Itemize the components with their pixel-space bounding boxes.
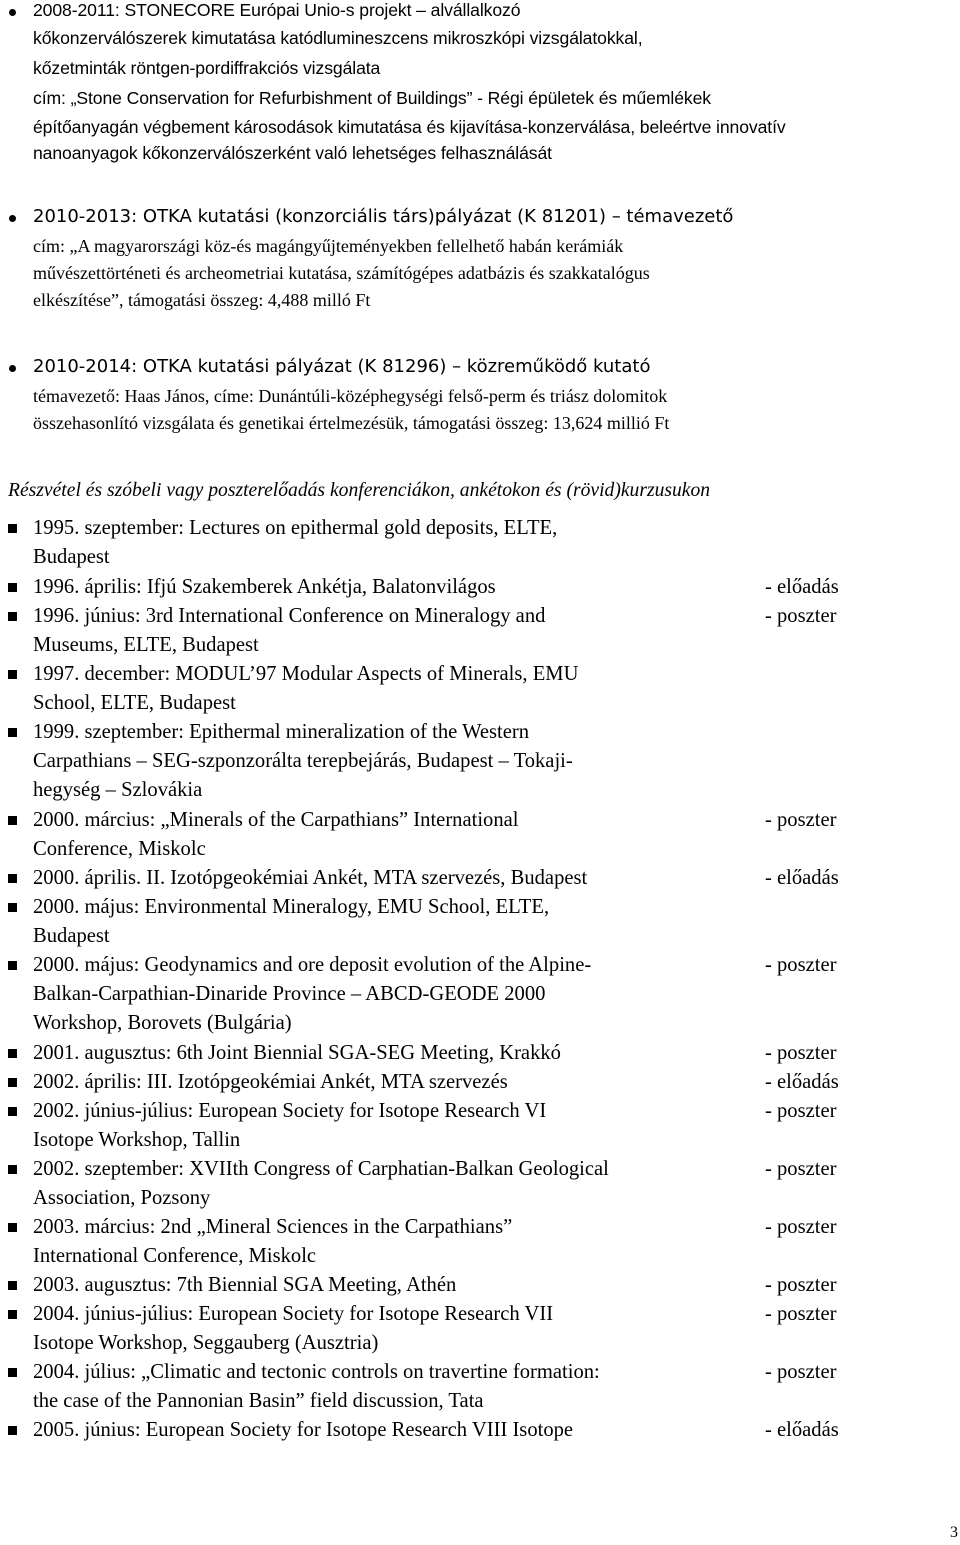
presentation-type: - poszter xyxy=(765,1274,837,1296)
conference-text xyxy=(33,893,741,951)
page-number: 3 xyxy=(950,1524,958,1541)
conference-line: the case of the Pannonian Basin” field discussion, Tata xyxy=(33,1390,484,1412)
project-line: témavezető: Haas János, címe: Dunántúli-középhegységi felső-perm és triász dolomitok xyxy=(33,386,668,406)
presentation-type: - poszter xyxy=(765,1216,837,1238)
conference-line: 2003. augusztus: 7th Biennial SGA Meeting, Athén xyxy=(33,1274,457,1296)
conference-text xyxy=(33,1155,741,1213)
square-bullet-icon xyxy=(8,612,17,621)
presentation-type: - poszter xyxy=(765,1158,837,1180)
conference-line: Carpathians – SEG-szponzorálta terepbejárás, Budapest – Tokaji- xyxy=(33,750,573,772)
square-bullet-icon xyxy=(8,1049,17,1058)
conference-line: 2000. március: „Minerals of the Carpathians” International xyxy=(33,809,519,831)
conference-text xyxy=(33,718,741,805)
conference-line: 2000. április. II. Izotópgeokémiai Ankét, MTA szervezés, Budapest xyxy=(33,867,588,889)
project-line: cím: „A magyarországi köz-és magángyűjteményekben fellelhető habán kerámiák xyxy=(33,236,624,256)
conference-line: 2004. július: „Climatic and tectonic controls on travertine formation: xyxy=(33,1361,600,1383)
conference-line: 1996. június: 3rd International Conference on Mineralogy and xyxy=(33,605,546,627)
conference-line: Museums, ELTE, Budapest xyxy=(33,634,259,656)
project-heading: 2008-2011: STONECORE Európai Unio-s projekt – alvállalkozó xyxy=(33,0,521,20)
conference-line: 1996. április: Ifjú Szakemberek Ankétja, Balatonvilágos xyxy=(33,576,496,598)
square-bullet-icon xyxy=(8,1223,17,1232)
conference-line: 2004. június-július: European Society for Isotope Research VII xyxy=(33,1303,554,1325)
conference-line: 2005. június: European Society for Isotope Research VIII Isotope xyxy=(33,1419,574,1441)
conference-line: 2002. április: III. Izotópgeokémiai Ankét, MTA szervezés xyxy=(33,1071,508,1093)
presentation-type: - poszter xyxy=(765,1042,837,1064)
presentation-type: - poszter xyxy=(765,1361,837,1383)
square-bullet-icon xyxy=(8,670,17,679)
conference-text xyxy=(33,1271,741,1300)
presentation-type: - poszter xyxy=(765,954,837,976)
conference-text xyxy=(33,1039,741,1068)
conference-text xyxy=(33,1097,741,1155)
conference-text xyxy=(33,806,741,864)
project-line: kőkonzerválószerek kimutatása katódlumineszcens mikroszkópi vizsgálatokkal, xyxy=(33,28,643,48)
square-bullet-icon xyxy=(8,1165,17,1174)
conference-text xyxy=(33,514,741,572)
bullet-icon xyxy=(9,215,16,222)
project-line: művészettörténeti és archeometriai kutatása, számítógépes adatbázis és szakkatalógus xyxy=(33,263,650,283)
square-bullet-icon xyxy=(8,1107,17,1116)
square-bullet-icon xyxy=(8,1368,17,1377)
conference-line: 2000. május: Environmental Mineralogy, EMU School, ELTE, xyxy=(33,896,550,918)
conference-line: 2002. szeptember: XVIIth Congress of Carphatian-Balkan Geological xyxy=(33,1158,609,1180)
project-line: összehasonlító vizsgálata és genetikai értelmezésük, támogatási összeg: 13,624 millió Ft xyxy=(33,413,670,433)
conference-line: Association, Pozsony xyxy=(33,1187,211,1209)
presentation-type: - előadás xyxy=(765,1419,839,1441)
conference-line: Budapest xyxy=(33,925,110,947)
conference-text xyxy=(33,1358,741,1416)
conference-line: 1995. szeptember: Lectures on epithermal gold deposits, ELTE, xyxy=(33,517,558,539)
conference-line: School, ELTE, Budapest xyxy=(33,692,236,714)
conference-text xyxy=(33,1416,741,1445)
conference-line: Budapest xyxy=(33,546,110,568)
project-line: nanoanyagok kőkonzerválószerként való lehetséges felhasználását xyxy=(33,143,552,163)
conference-text xyxy=(33,1300,741,1358)
section-heading: Részvétel és szóbeli vagy poszterelőadás konferenciákon, ankétokon és (rövid)kurzusukon xyxy=(8,480,711,501)
square-bullet-icon xyxy=(8,728,17,737)
conference-line: 2001. augusztus: 6th Joint Biennial SGA-SEG Meeting, Krakkó xyxy=(33,1042,561,1064)
square-bullet-icon xyxy=(8,1281,17,1290)
conference-line: 2002. június-július: European Society for Isotope Research VI xyxy=(33,1100,547,1122)
presentation-type: - előadás xyxy=(765,576,839,598)
presentation-type: - előadás xyxy=(765,867,839,889)
conference-line: Isotope Workshop, Seggauberg (Ausztria) xyxy=(33,1332,379,1354)
presentation-type: - poszter xyxy=(765,605,837,627)
project-line: építőanyagán végbement károsodások kimutatása és kijavítása-konzerválása, beleértve innovatív xyxy=(33,117,786,137)
conference-line: Balkan-Carpathian-Dinaride Province – ABCD-GEODE 2000 xyxy=(33,983,546,1005)
presentation-type: - poszter xyxy=(765,1303,837,1325)
project-heading: 2010-2014: OTKA kutatási pályázat (K 81296) – közreműködő kutató xyxy=(33,356,651,377)
presentation-type: - előadás xyxy=(765,1071,839,1093)
square-bullet-icon xyxy=(8,961,17,970)
conference-line: hegység – Szlovákia xyxy=(33,779,203,801)
square-bullet-icon xyxy=(8,903,17,912)
square-bullet-icon xyxy=(8,1078,17,1087)
square-bullet-icon xyxy=(8,583,17,592)
square-bullet-icon xyxy=(8,1310,17,1319)
conference-text xyxy=(33,1068,741,1097)
conference-line: 1999. szeptember: Epithermal mineralization of the Western xyxy=(33,721,530,743)
project-line: cím: „Stone Conservation for Refurbishment of Buildings” - Régi épületek és műemlékek xyxy=(33,88,711,108)
conference-line: Isotope Workshop, Tallin xyxy=(33,1129,241,1151)
bullet-icon xyxy=(9,365,16,372)
conference-line: International Conference, Miskolc xyxy=(33,1245,317,1267)
conference-text xyxy=(33,1213,741,1271)
presentation-type: - poszter xyxy=(765,1100,837,1122)
project-line: elkészítése”, támogatási összeg: 4,488 milló Ft xyxy=(33,290,371,310)
conference-text xyxy=(33,573,741,602)
square-bullet-icon xyxy=(8,816,17,825)
conference-line: 2000. május: Geodynamics and ore deposit evolution of the Alpine- xyxy=(33,954,592,976)
conference-text xyxy=(33,660,741,718)
conference-text xyxy=(33,864,741,893)
presentation-type: - poszter xyxy=(765,809,837,831)
conference-line: 1997. december: MODUL’97 Modular Aspects of Minerals, EMU xyxy=(33,663,579,685)
project-line: kőzetminták röntgen-pordiffrakciós vizsgálata xyxy=(33,58,381,78)
bullet-icon xyxy=(9,9,16,16)
project-heading: 2010-2013: OTKA kutatási (konzorciális társ)pályázat (K 81201) – témavezető xyxy=(33,206,734,227)
conference-text xyxy=(33,602,741,660)
square-bullet-icon xyxy=(8,524,17,533)
conference-line: 2003. március: 2nd „Mineral Sciences in the Carpathians” xyxy=(33,1216,513,1238)
square-bullet-icon xyxy=(8,1426,17,1435)
conference-line: Conference, Miskolc xyxy=(33,838,206,860)
conference-line: Workshop, Borovets (Bulgária) xyxy=(33,1012,292,1034)
square-bullet-icon xyxy=(8,874,17,883)
conference-text xyxy=(33,951,741,1038)
